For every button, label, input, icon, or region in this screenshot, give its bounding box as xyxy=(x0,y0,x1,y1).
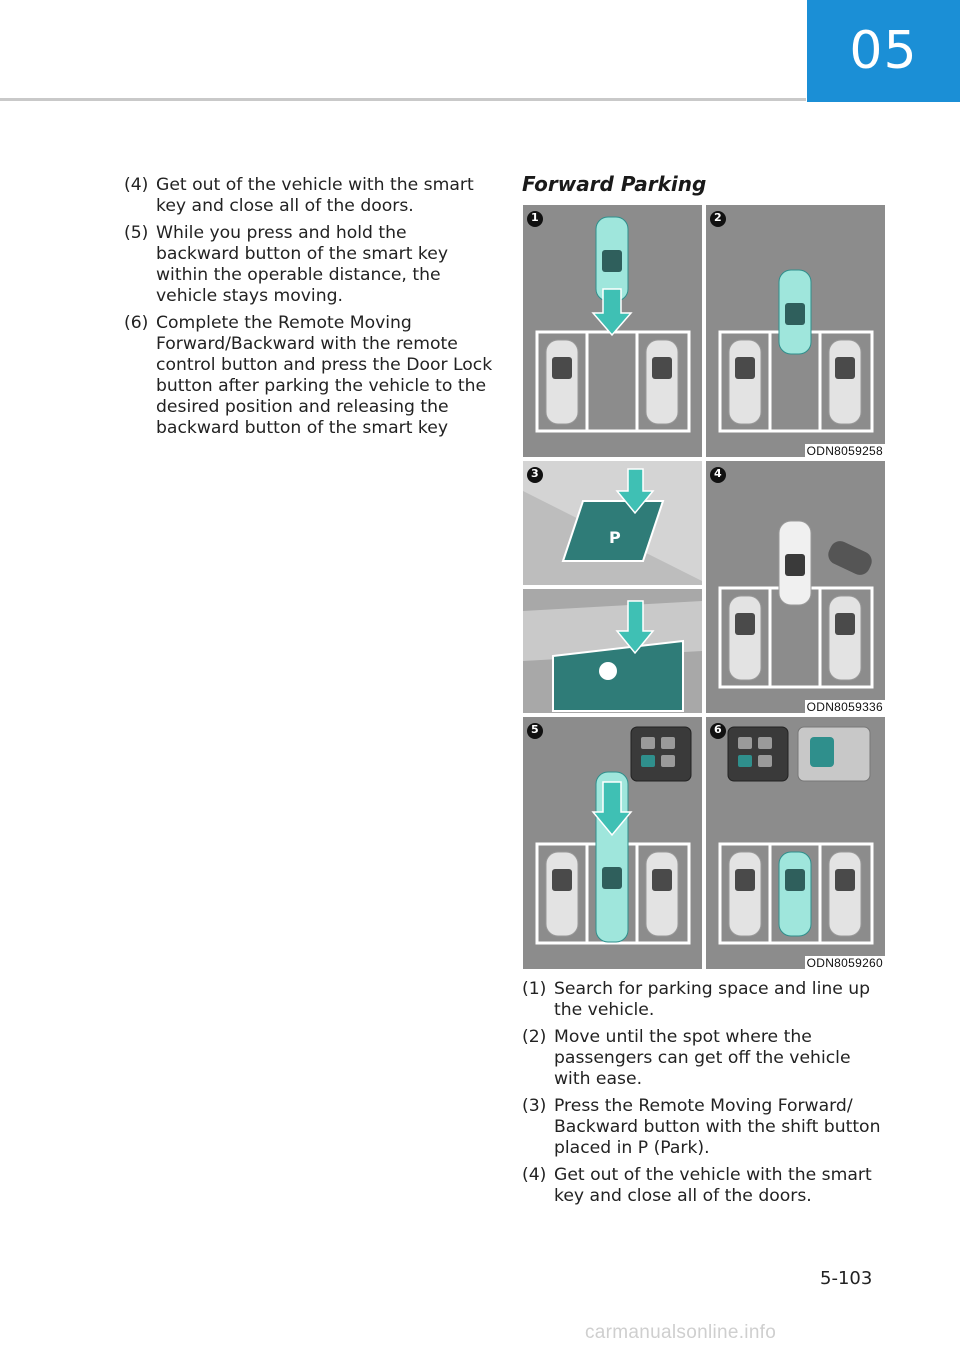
figure-row-1 xyxy=(523,205,885,457)
figure-ref-code: ODN8059258 xyxy=(806,444,883,458)
teal-car-icon xyxy=(779,852,811,936)
parked-car-icon xyxy=(729,596,761,680)
left-step-list xyxy=(124,175,494,445)
header-rule xyxy=(0,98,806,101)
key-fob-inset xyxy=(728,727,788,781)
list-item xyxy=(522,1027,892,1090)
step-number: (4) xyxy=(522,1165,547,1185)
svg-text:P: P xyxy=(609,528,621,547)
panel-6 xyxy=(706,717,885,969)
watermark: carmanualsonline.info xyxy=(585,1322,777,1343)
page-number: 5-103 xyxy=(820,1268,873,1289)
step-number: (6) xyxy=(124,313,149,333)
parked-car-icon xyxy=(646,340,678,424)
panel-label: 5 xyxy=(531,723,539,736)
parked-car-icon xyxy=(829,852,861,936)
right-step-list xyxy=(522,979,892,1213)
figure-ref-code: ODN8059336 xyxy=(806,700,883,714)
panel-5 xyxy=(523,717,702,969)
figure-row-3 xyxy=(523,717,885,969)
parked-car-icon xyxy=(829,596,861,680)
panel-label: 6 xyxy=(714,723,722,736)
step-text: Get out of the vehicle with the smart key and close all of the doors. xyxy=(554,1165,872,1206)
figure-ref-code: ODN8059260 xyxy=(806,956,883,970)
panel-3 xyxy=(523,461,702,713)
list-item xyxy=(124,223,494,307)
step-text: Move until the spot where the passengers can get off the vehicle with ease. xyxy=(554,1027,851,1089)
section-title: Forward Parking xyxy=(522,172,707,196)
figure-row-2 xyxy=(523,461,885,713)
key-fob-inset xyxy=(631,727,691,781)
panel-label: 1 xyxy=(531,211,539,224)
panel-1 xyxy=(523,205,702,457)
parked-car-icon xyxy=(646,852,678,936)
chapter-number: 05 xyxy=(849,21,918,81)
parked-car-icon xyxy=(546,852,578,936)
step-text: While you press and hold the backward button of the smart key within the operable distance, the vehicle stays moving. xyxy=(156,223,449,306)
list-item xyxy=(124,313,494,439)
parked-car-icon xyxy=(546,340,578,424)
step-text: Complete the Remote Moving Forward/Backward with the remote control button and press the Door Lock button after parking the vehicle to the desired position and releasing the backward button of the smart key xyxy=(156,313,493,438)
step-number: (5) xyxy=(124,223,149,243)
list-item xyxy=(522,1096,892,1159)
step-number: (2) xyxy=(522,1027,547,1047)
panel-label: 2 xyxy=(714,211,722,224)
list-item xyxy=(124,175,494,217)
panel-label: 4 xyxy=(714,467,722,480)
panel-4 xyxy=(706,461,885,713)
panel-label: 3 xyxy=(531,467,539,480)
step-text: Get out of the vehicle with the smart key and close all of the doors. xyxy=(156,175,474,216)
parked-car-icon xyxy=(829,340,861,424)
step-text: Search for parking space and line up the vehicle. xyxy=(554,979,871,1020)
panel-2 xyxy=(706,205,885,457)
step-number: (4) xyxy=(124,175,149,195)
list-item xyxy=(522,979,892,1021)
parked-car-icon xyxy=(729,340,761,424)
step-text: Press the Remote Moving Forward/ Backward button with the shift button placed in P (Park). xyxy=(554,1096,881,1158)
parked-car-icon xyxy=(729,852,761,936)
step-number: (3) xyxy=(522,1096,547,1116)
list-item xyxy=(522,1165,892,1207)
chapter-tab xyxy=(807,0,960,102)
step-number: (1) xyxy=(522,979,547,999)
